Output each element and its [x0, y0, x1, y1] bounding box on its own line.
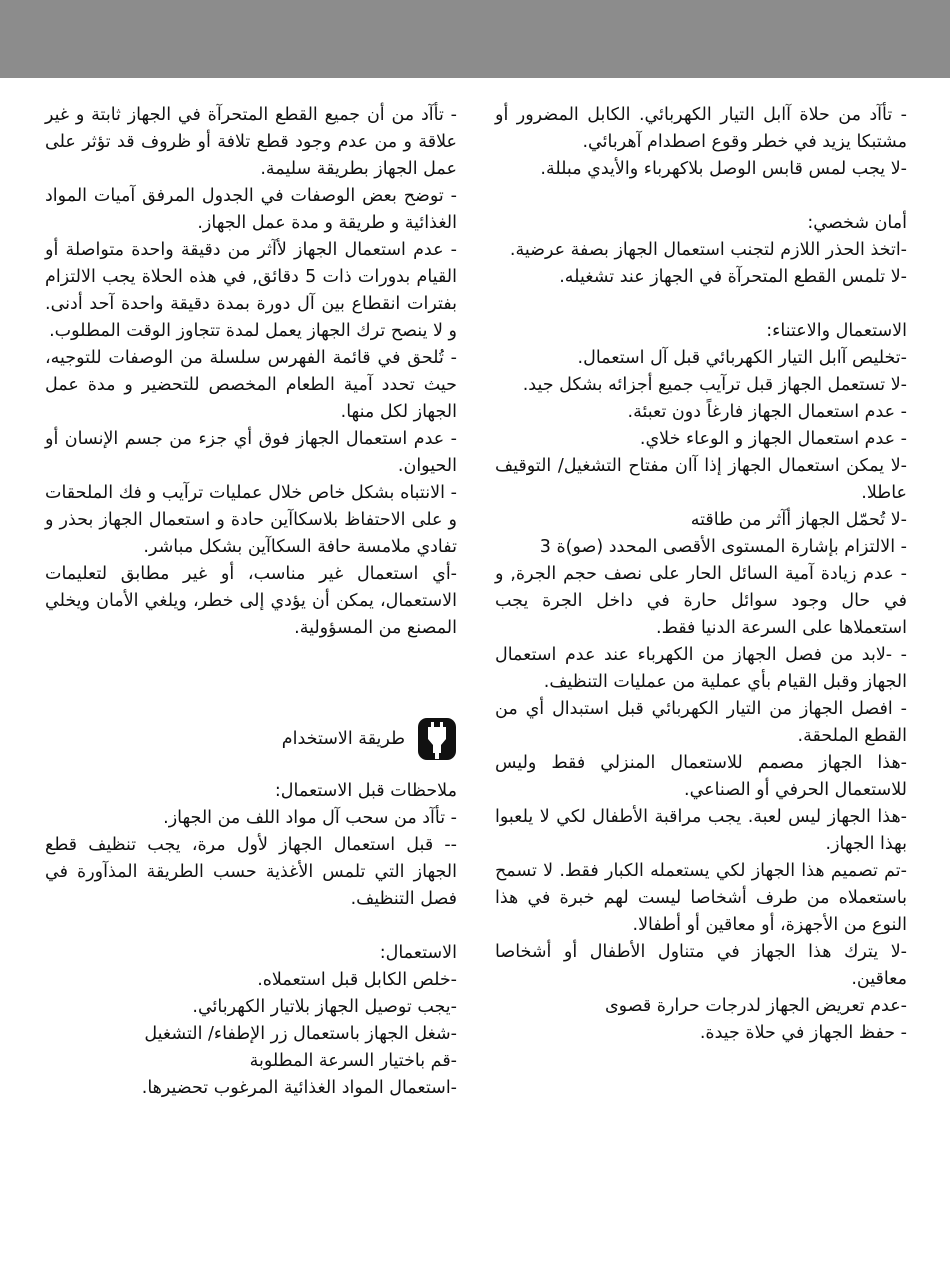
left-column-paragraph: - توضح بعض الوصفات في الجدول المرفق آميات المواد الغذائية و طريقة و مدة عمل الجهاز. [45, 186, 457, 233]
power-plug-icon [417, 717, 457, 761]
right-column-paragraph: - عدم استعمال الجهاز فارغاً دون تعبئة. [627, 402, 907, 422]
usage-section-heading [45, 712, 457, 766]
right-column [495, 102, 907, 1047]
left-column-paragraph: -أي استعمال غير مناسب، أو غير مطابق لتعليمات الاستعمال، يمكن أن يؤدي إلى خطر، ويلغي الأمان ويخلي المصنع من المسؤولية. [45, 564, 457, 638]
right-column-paragraph: - الالتزام بإشارة المستوى الأقصى المحدد (صو)ة 3 [539, 537, 907, 557]
right-column-paragraph: - عدم استعمال الجهاز و الوعاء خلاي. [639, 429, 907, 449]
usage-paragraph: -استعمال المواد الغذائية المرغوب تحضيرها. [141, 1078, 457, 1098]
left-column-bottom [45, 778, 457, 1102]
usage-paragraph: -قم باختيار السرعة المطلوبة [249, 1051, 457, 1071]
section-spacer [495, 183, 907, 210]
left-column-paragraph: - تأآد من أن جميع القطع المتحرآة في الجهاز ثابتة و غير علاقة و من عدم وجود قطع تلافة أو ظروف قد تؤثر على عمل الجهاز بطريقة سليمة. [45, 105, 457, 179]
right-column-paragraph: - تأآد من حلاة آابل التيار الكهربائي. الكابل المضرور أو مشتبكا يزيد في خطر وقوع اصطدام آهربائي. [495, 105, 907, 152]
right-column-paragraph: -لا يترك هذا الجهاز في متناول الأطفال أو أشخاصا معاقين. [495, 942, 907, 989]
left-column [45, 102, 457, 1102]
right-column-paragraph: -لا يمكن استعمال الجهاز إذا آان مفتاح التشغيل/ التوقيف عاطلا. [495, 456, 907, 503]
left-column-paragraph: - الانتباه بشكل خاص خلال عمليات ترآيب و فك الملحقات و على الاحتفاظ بلاسكاآين حادة و استعمال الجهاز بحذر و تفادي ملامسة حافة السكاآين بشكل مباشر. [45, 483, 457, 557]
right-column-paragraph: -اتخذ الحذر اللازم لتجنب استعمال الجهاز بصفة عرضية. [509, 240, 907, 260]
header-band [0, 0, 950, 78]
right-column-heading: أمان شخصي: [807, 213, 907, 233]
right-column-paragraph: -لا تلمس القطع المتحرآة في الجهاز عند تشغيله. [559, 267, 907, 287]
usage-paragraph: -شغل الجهاز باستعمال زر الإطفاء/ التشغيل [144, 1024, 457, 1044]
right-column-paragraph: -هذا الجهاز مصمم للاستعمال المنزلي فقط وليس للاستعمال الحرفي أو الصناعي. [495, 753, 907, 800]
section-spacer [45, 913, 457, 940]
right-column-paragraph: - حفظ الجهاز في حلاة جيدة. [699, 1023, 907, 1043]
usage-paragraph: -يجب توصيل الجهاز بلاتيار الكهربائي. [192, 997, 457, 1017]
usage-section-title: طريقة الاستخدام [281, 728, 405, 749]
right-column-paragraph: -لا يجب لمس قابس الوصل بلاكهرباء والأيدي مبللة. [540, 159, 907, 179]
usage-heading: ملاحظات قبل الاستعمال: [274, 781, 457, 801]
right-column-paragraph: -تم تصميم هذا الجهاز لكي يستعمله الكبار فقط. لا تسمح باستعملاه من طرف أشخاصا ليست لهم خبرة في هذا النوع من الأجهزة، أو معاقين أو أطفالا. [495, 861, 907, 935]
left-column-paragraph: - تُلحق في قائمة الفهرس سلسلة من الوصفات للتوجيه، حيث تحدد آمية الطعام المخصص للتحضير و مدة عمل الجهاز لكل منها. [45, 348, 457, 422]
right-column-paragraph: -لا تستعمل الجهاز قبل ترآيب جميع أجزائه بشكل جيد. [522, 375, 907, 395]
usage-paragraph: - تأآد من سحب آل مواد اللف من الجهاز. [163, 808, 457, 828]
usage-paragraph: -خلص الكابل قبل استعملاه. [257, 970, 457, 990]
right-column-paragraph: - افصل الجهاز من التيار الكهربائي قبل استبدال أي من القطع الملحقة. [495, 699, 907, 746]
right-column-paragraph: -عدم تعريض الجهاز لدرجات حرارة قصوى [604, 996, 907, 1016]
usage-paragraph: -- قبل استعمال الجهاز لأول مرة، يجب تنظيف قطع الجهاز التي تلمس الأغذية حسب الطريقة المذآورة في فصل التنظيف. [45, 835, 457, 909]
right-column-paragraph: -تخليص آابل التيار الكهربائي قبل آل استعمال. [577, 348, 907, 368]
section-spacer [495, 291, 907, 318]
right-column-heading: الاستعمال والاعتناء: [766, 321, 907, 341]
left-column-paragraph: - عدم استعمال الجهاز لأآثر من دقيقة واحدة متواصلة أو القيام بدورات ذات 5 دقائق, في هذه الحلاة يجب الالتزام بفترات انقطاع بين آل دورة بمدة دقيقة واحدة آحد أدنى. و لا ينصح ترك الجهاز يعمل لمدة تتجاوز الوقت المطلوب. [45, 240, 457, 341]
right-column-paragraph: -هذا الجهاز ليس لعبة. يجب مراقبة الأطفال لكي لا يلعبوا بهذا الجهاز. [495, 807, 907, 854]
right-column-paragraph: -لا تُحمّل الجهاز أآثر من طاقته [690, 510, 907, 530]
right-column-paragraph: - عدم زيادة آمية السائل الحار على نصف حجم الجرة, و في حال وجود سوائل حارة في داخل الجرة يجب استعملاها على السرعة الدنيا فقط. [495, 564, 907, 638]
right-column-paragraph: - -لابد من فصل الجهاز من الكهرباء عند عدم استعمال الجهاز وقبل القيام بأي عملية من عمليات التنظيف. [495, 645, 907, 692]
usage-heading: الاستعمال: [379, 943, 457, 963]
left-column-top [45, 102, 457, 642]
left-column-paragraph: - عدم استعمال الجهاز فوق أي جزء من جسم الإنسان أو الحيوان. [45, 429, 457, 476]
